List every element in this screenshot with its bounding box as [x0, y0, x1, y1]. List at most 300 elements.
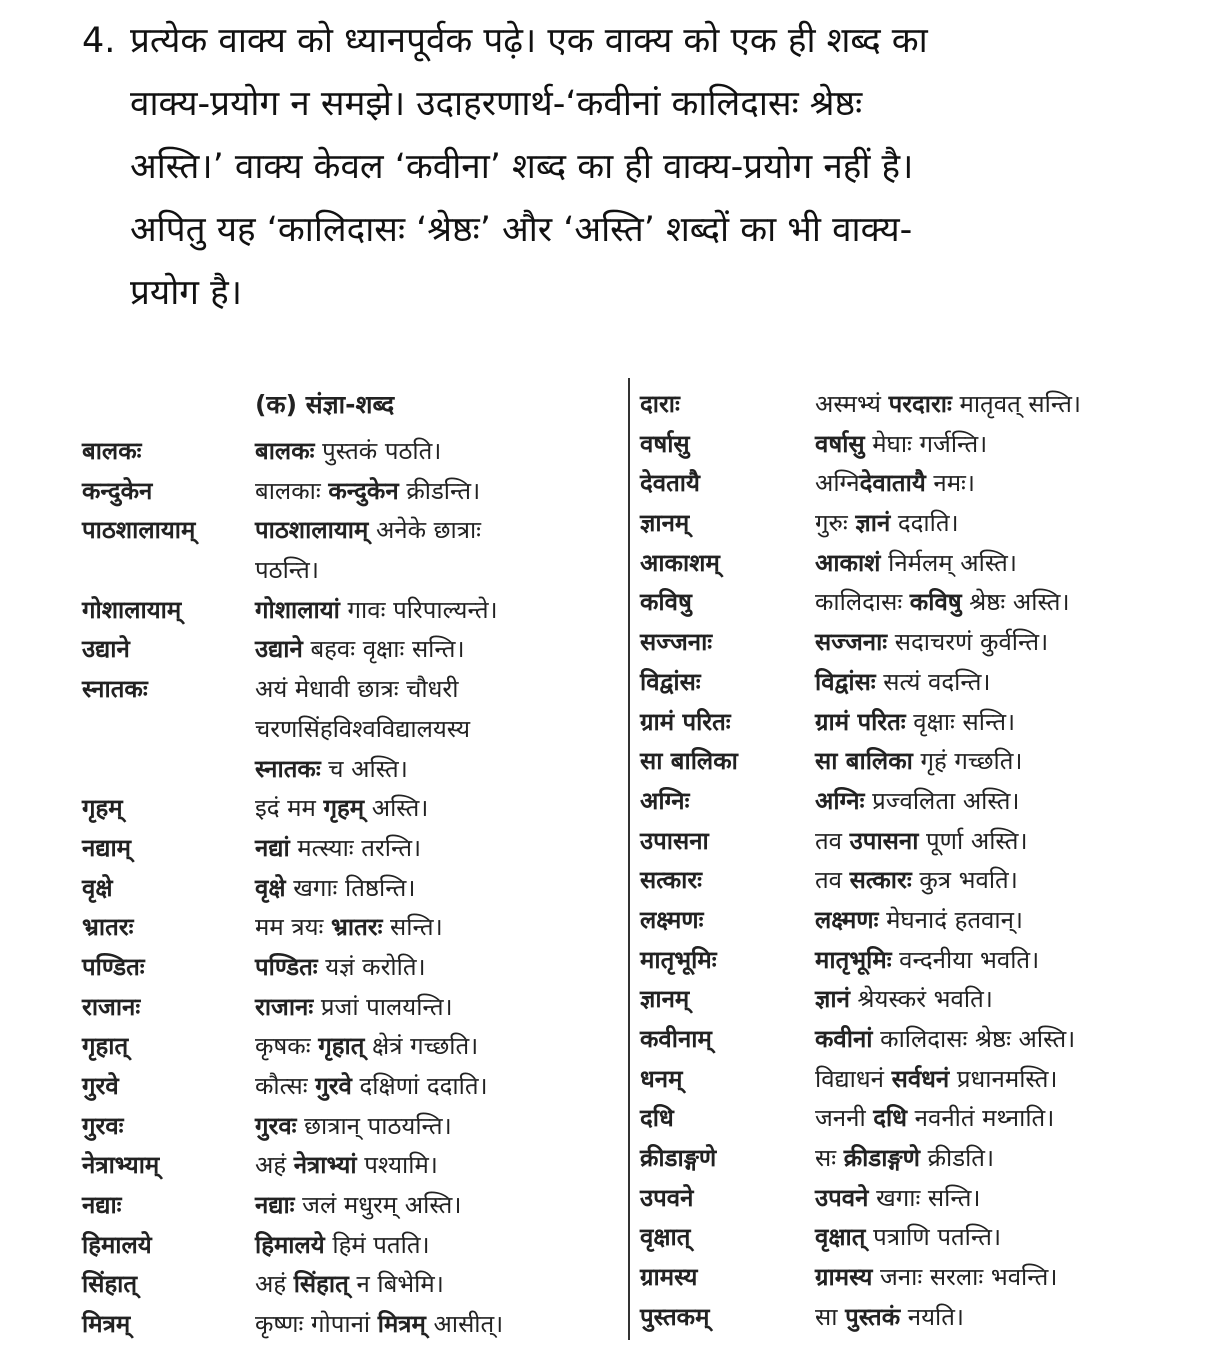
table-row [640, 1099, 1081, 1139]
noun-table-right [640, 385, 1081, 1338]
sentence-text: श्रेष्ठः अस्ति। [961, 588, 1070, 617]
highlighted-word: भ्रातरः [330, 913, 383, 942]
table-row [82, 1186, 503, 1226]
example-sentence [815, 1099, 1054, 1139]
example-sentence [255, 511, 481, 590]
table-row [82, 432, 503, 472]
keyword: पुस्तकम् [640, 1302, 710, 1331]
keyword: सज्जनाः [640, 628, 713, 657]
sentence-text: सत्यं वदन्ति। [875, 667, 991, 696]
sentence-text: तव [815, 866, 850, 895]
table-row [640, 1218, 1081, 1258]
sentence-text: अहं [255, 1151, 294, 1180]
keyword: हिमालये [82, 1230, 152, 1259]
highlighted-word: स्नातकः [255, 754, 321, 783]
keyword: आकाशम् [640, 548, 720, 577]
example-sentence [815, 782, 1020, 822]
sentence-text: नमः। [925, 469, 975, 498]
keyword: राजानः [82, 992, 141, 1021]
example-sentence [255, 1027, 478, 1067]
sentence-line [255, 829, 421, 869]
example-sentence [255, 1226, 430, 1266]
sentence-text: सदाचरणं कुर्वन्ति। [887, 628, 1049, 657]
sentence-text: दक्षिणां ददाति। [351, 1072, 488, 1100]
sentence-text: निर्मलम् अस्ति। [880, 548, 1017, 577]
sentence-text: कालिदासः श्रेष्ठः अस्ति। [872, 1025, 1076, 1053]
highlighted-word: सज्जनाः [815, 628, 888, 657]
sentence-line [255, 551, 481, 591]
sentence-text: पूर्णा अस्ति। [918, 826, 1028, 855]
example-sentence [815, 1139, 994, 1179]
highlighted-word: परदाराः [888, 390, 952, 418]
keyword: गृहात् [82, 1032, 129, 1061]
keyword: गृहम् [82, 794, 123, 823]
highlighted-word: ज्ञानं [815, 985, 850, 1014]
table-row [82, 472, 503, 512]
highlighted-word: वृक्षे [255, 873, 286, 902]
highlighted-word: गुरवे [315, 1072, 352, 1100]
keyword: ग्रामस्य [640, 1263, 698, 1292]
sentence-text: अस्ति। [364, 794, 429, 823]
table-row [640, 385, 1081, 425]
highlighted-word: पण्डितः [255, 952, 318, 981]
table-row [82, 869, 503, 909]
sentence-line [255, 1305, 503, 1345]
example-sentence [255, 1186, 461, 1226]
example-sentence [255, 670, 470, 789]
example-sentence [815, 385, 1081, 425]
example-sentence [815, 623, 1048, 663]
sentence-line [815, 1179, 981, 1219]
example-sentence [815, 583, 1070, 623]
highlighted-word: देवातायै [859, 469, 926, 498]
table-row [82, 591, 503, 631]
instruction-line: वाक्य-प्रयोग न समझे। उदाहरणार्थ-‘कवीनां कालिदासः श्रेष्ठः [130, 84, 863, 124]
sentence-text: चरणसिंहविश्वविद्यालयस्य [255, 714, 471, 743]
example-sentence [815, 544, 1017, 584]
highlighted-word: पुस्तकं [845, 1302, 901, 1331]
sentence-text: ददाति। [890, 509, 959, 538]
sentence-text: मातृवत् सन्ति। [951, 390, 1081, 418]
highlighted-word: राजानः [255, 992, 314, 1021]
keyword: विद्वांसः [640, 667, 701, 696]
highlighted-word: बालकः [255, 437, 315, 465]
sentence-text: छात्रान् पाठयन्ति। [296, 1111, 452, 1140]
sentence-line [255, 908, 443, 948]
sentence-line [255, 869, 415, 909]
table-row [640, 1258, 1081, 1298]
highlighted-word: अग्निः [815, 786, 865, 815]
sentence-line [815, 425, 987, 465]
sentence-line [815, 504, 959, 544]
sentence-text: श्रेयस्करं भवति। [849, 985, 993, 1014]
example-sentence [255, 630, 465, 670]
sentence-line [255, 591, 498, 631]
table-row [82, 948, 503, 988]
sentence-line [815, 663, 991, 703]
sentence-text: प्रज्वलिता अस्ति। [864, 786, 1020, 815]
sentence-text: विद्याधनं [815, 1064, 892, 1093]
keyword: लक्ष्मणः [640, 905, 704, 934]
sentence-text: जननी [815, 1104, 874, 1133]
sentence-text: कृषकः [255, 1032, 319, 1061]
highlighted-word: वर्षासु [815, 429, 865, 458]
sentence-line [815, 782, 1020, 822]
sentence-line [815, 1020, 1075, 1060]
table-row [640, 663, 1081, 703]
highlighted-word: उपासना [849, 826, 919, 855]
keyword: नद्याः [82, 1191, 122, 1220]
sentence-text: पठन्ति। [255, 556, 319, 585]
example-sentence [815, 1298, 964, 1338]
sentence-text: क्रीडति। [919, 1144, 995, 1173]
sentence-text: कृष्णः गोपानां [255, 1310, 378, 1339]
example-sentence [815, 742, 1023, 782]
table-row [640, 941, 1081, 981]
sentence-line [815, 623, 1048, 663]
keyword: दाराः [640, 390, 680, 418]
table-row [640, 742, 1081, 782]
sentence-text: प्रजां पालयन्ति। [313, 992, 453, 1021]
sentence-text: कालिदासः [815, 588, 910, 617]
keyword: वर्षासु [640, 429, 690, 458]
sentence-text: इदं मम [255, 794, 324, 823]
example-sentence [255, 908, 443, 948]
example-sentence [255, 1146, 438, 1186]
table-row [640, 1298, 1081, 1338]
keyword: सत्कारः [640, 866, 703, 895]
keyword: नद्याम् [82, 833, 132, 862]
keyword: दधि [640, 1104, 674, 1133]
example-sentence [255, 1107, 452, 1147]
sentence-line [815, 941, 1039, 981]
table-row [640, 980, 1081, 1020]
sentence-line [255, 511, 481, 551]
keyword: स्नातकः [82, 675, 148, 704]
table-row [640, 822, 1081, 862]
sentence-line [815, 1258, 1057, 1298]
sentence-text: तव [815, 826, 850, 855]
keyword: ज्ञानम् [640, 509, 690, 538]
example-sentence [255, 948, 426, 988]
highlighted-word: ग्रामस्य [815, 1263, 873, 1292]
sentence-line [255, 432, 441, 472]
highlighted-word: गुरवः [255, 1111, 297, 1140]
example-sentence [815, 1258, 1057, 1298]
sentence-line [815, 385, 1081, 425]
table-row [82, 1027, 503, 1067]
example-sentence [255, 789, 428, 829]
highlighted-word: उपवने [815, 1183, 869, 1212]
sentence-line [815, 861, 1018, 901]
sentence-text: सः [815, 1144, 844, 1173]
sentence-text: मम त्रयः [255, 913, 331, 942]
sentence-line [255, 670, 470, 710]
highlighted-word: ग्रामं परितः [815, 707, 906, 736]
instruction-text [130, 10, 1192, 325]
sentence-text: नवनीतं मथ्नाति। [907, 1104, 1055, 1133]
sentence-text: मत्स्याः तरन्ति। [289, 833, 422, 862]
sentence-line [255, 710, 470, 750]
keyword: अग्निः [640, 786, 690, 815]
sentence-line [815, 583, 1070, 623]
highlighted-word: ज्ञानं [855, 509, 891, 538]
highlighted-word: नद्यां [255, 833, 290, 862]
example-sentence [815, 703, 1015, 743]
example-sentence [255, 591, 498, 631]
keyword: उद्याने [82, 635, 130, 664]
keyword: उपासना [640, 826, 709, 855]
keyword: सिंहात् [82, 1270, 138, 1299]
example-sentence [815, 1060, 1058, 1100]
highlighted-word: गृहम् [323, 794, 365, 823]
keyword: पण्डितः [82, 952, 145, 981]
highlighted-word: सिंहात् [293, 1270, 349, 1299]
keyword: गोशालायाम् [82, 595, 182, 624]
table-row [640, 464, 1081, 504]
sentence-line [815, 980, 993, 1020]
example-sentence [815, 941, 1039, 981]
example-sentence [815, 504, 959, 544]
highlighted-word: उद्याने [255, 635, 303, 664]
keyword: पाठशालायाम् [82, 516, 196, 545]
table-row [640, 544, 1081, 584]
sentence-text: वृक्षाः सन्ति। [905, 707, 1016, 736]
sentence-text: गुरुः [815, 509, 856, 538]
sentence-text: अयं मेधावी छात्रः चौधरी [255, 675, 459, 704]
sentence-line [255, 1067, 488, 1107]
example-sentence [255, 988, 453, 1028]
sentence-line [255, 948, 426, 988]
sentence-text: जनाः सरलाः भवन्ति। [872, 1263, 1058, 1292]
sentence-text: अहं [255, 1270, 294, 1299]
table-row [640, 1060, 1081, 1100]
table-row [640, 1020, 1081, 1060]
table-row [82, 829, 503, 869]
sentence-text: आसीत्। [425, 1310, 504, 1339]
sentence-line [255, 988, 453, 1028]
sentence-text: पत्राणि पतन्ति। [865, 1223, 1002, 1252]
highlighted-word: सर्वधनं [891, 1064, 950, 1093]
highlighted-word: कविषु [909, 588, 962, 617]
highlighted-word: हिमालये [255, 1230, 325, 1259]
keyword: ग्रामं परितः [640, 707, 731, 736]
instruction-line: अस्ति।’ वाक्य केवल ‘कवीना’ शब्द का ही वाक्य-प्रयोग नहीं है। [130, 147, 914, 187]
keyword: धनम् [640, 1064, 683, 1093]
highlighted-word: आकाशं [815, 548, 881, 577]
sentence-line [255, 1146, 438, 1186]
sentence-line [815, 464, 975, 504]
table-row [82, 1265, 503, 1305]
sentence-text: न बिभेमि। [348, 1270, 444, 1299]
keyword: वृक्षे [82, 873, 113, 902]
keyword: कवीनाम् [640, 1025, 712, 1053]
highlighted-word: सत्कारः [849, 866, 912, 895]
noun-table-left [82, 385, 503, 1345]
sentence-text: पुस्तकं पठति। [314, 437, 442, 465]
table-row [82, 908, 503, 948]
table-row [640, 504, 1081, 544]
highlighted-word: वृक्षात् [815, 1223, 866, 1252]
example-sentence [815, 980, 993, 1020]
keyword: गुरवे [82, 1072, 119, 1100]
section-heading: (क) संज्ञा-शब्द [255, 390, 395, 419]
table-row [82, 1305, 503, 1345]
sentence-line [255, 1265, 444, 1305]
sentence-line [815, 901, 1023, 941]
keyword: देवतायै [640, 469, 700, 498]
table-row [640, 782, 1081, 822]
sentence-text: अग्नि [815, 469, 860, 498]
table-row [640, 583, 1081, 623]
example-sentence [815, 822, 1028, 862]
highlighted-word: कवीनां [815, 1025, 873, 1053]
highlighted-word: लक्ष्मणः [815, 905, 879, 934]
sentence-line [255, 630, 465, 670]
example-sentence [255, 1067, 488, 1107]
instruction-paragraph [82, 10, 1192, 325]
sentence-text: अनेके छात्राः [368, 516, 482, 545]
sentence-line [255, 472, 480, 512]
keyword: वृक्षात् [640, 1223, 691, 1252]
keyword: बालकः [82, 437, 142, 465]
sentence-text: खगाः सन्ति। [868, 1183, 981, 1212]
table-row [82, 1107, 503, 1147]
table-row [82, 1146, 503, 1186]
sentence-line [255, 789, 428, 829]
sentence-text: गृहं गच्छति। [912, 747, 1023, 776]
table-row [82, 789, 503, 829]
keyword: क्रीडाङ्गणे [640, 1144, 717, 1173]
example-sentence [815, 861, 1018, 901]
keyword: सा बालिका [640, 747, 738, 776]
highlighted-word: दधि [873, 1104, 908, 1133]
keyword: गुरवः [82, 1111, 124, 1140]
example-sentence [255, 869, 415, 909]
sentence-line [255, 1107, 452, 1147]
sentence-text: कुत्र भवति। [911, 866, 1018, 895]
example-sentence [815, 1020, 1075, 1060]
keyword: उपवने [640, 1183, 694, 1212]
example-sentence [255, 1265, 444, 1305]
example-sentence [815, 464, 975, 504]
instruction-line: अपितु यह ‘कालिदासः ‘श्रेष्ठः’ और ‘अस्ति’ शब्दों का भी वाक्य- [130, 210, 913, 250]
sentence-line [815, 1139, 994, 1179]
keyword: मित्रम् [82, 1310, 131, 1339]
sentence-text: सन्ति। [382, 913, 443, 942]
sentence-text: प्रधानमस्ति। [949, 1064, 1058, 1093]
sentence-text: अस्मभ्यं [815, 390, 889, 418]
sentence-line [815, 703, 1015, 743]
highlighted-word: विद्वांसः [815, 667, 876, 696]
sentence-text: गावः परिपाल्यन्ते। [339, 595, 498, 624]
sentence-text: पश्यामि। [356, 1151, 438, 1180]
keyword: भ्रातरः [82, 913, 134, 942]
sentence-text: हिमं पतति। [324, 1230, 430, 1259]
sentence-line [255, 1027, 478, 1067]
table-row [640, 623, 1081, 663]
table-row [640, 901, 1081, 941]
keyword: कविषु [640, 588, 692, 617]
sentence-line [815, 1099, 1054, 1139]
table-row [82, 1067, 503, 1107]
table-row [82, 511, 503, 590]
sentence-line [815, 822, 1028, 862]
keyword: नेत्राभ्याम् [82, 1151, 160, 1180]
column-divider [628, 378, 630, 1340]
instruction-number: 4. [82, 21, 116, 61]
table-row [82, 630, 503, 670]
highlighted-word: कन्दुकेन [328, 476, 399, 505]
highlighted-word: सा बालिका [815, 747, 913, 776]
highlighted-word: क्रीडाङ्गणे [843, 1144, 920, 1173]
sentence-text: क्रीडन्ति। [398, 476, 481, 505]
sentence-line [815, 1060, 1058, 1100]
example-sentence [815, 663, 991, 703]
highlighted-word: गृहात् [318, 1032, 365, 1061]
keyword: ज्ञानम् [640, 985, 690, 1014]
table-row [640, 1179, 1081, 1219]
sentence-line [255, 1186, 461, 1226]
highlighted-word: पाठशालायाम् [255, 516, 369, 545]
sentence-text: च अस्ति। [320, 754, 408, 783]
highlighted-word: नद्याः [255, 1191, 295, 1220]
sentence-line [255, 1226, 430, 1266]
sentence-text: बालकाः [255, 476, 329, 505]
example-sentence [815, 1179, 981, 1219]
keyword: कन्दुकेन [82, 476, 153, 505]
sentence-line [255, 750, 470, 790]
sentence-text: बहवः वृक्षाः सन्ति। [302, 635, 465, 664]
sentence-text: खगाः तिष्ठन्ति। [285, 873, 416, 902]
highlighted-word: मित्रम् [377, 1310, 426, 1339]
example-sentence [255, 432, 441, 472]
sentence-text: मेघाः गर्जन्ति। [864, 429, 988, 458]
instruction-line: प्रत्येक वाक्य को ध्यानपूर्वक पढ़े। एक वाक्य को एक ही शब्द का [130, 21, 928, 61]
example-sentence [815, 901, 1023, 941]
sentence-line [815, 544, 1017, 584]
sentence-line [815, 1298, 964, 1338]
sentence-line [815, 1218, 1001, 1258]
highlighted-word: गोशालायां [255, 595, 340, 624]
sentence-text: कौत्सः [255, 1072, 316, 1100]
example-sentence [255, 829, 421, 869]
sentence-text: मेघनादं हतवान्। [878, 905, 1023, 934]
sentence-text: नयति। [900, 1302, 965, 1331]
sentence-text: यज्ञं करोति। [317, 952, 426, 981]
instruction-line: प्रयोग है। [130, 273, 242, 313]
table-row [640, 425, 1081, 465]
table-row [82, 670, 503, 789]
example-sentence [815, 425, 987, 465]
sentence-text: वन्दनीया भवति। [891, 945, 1040, 974]
sentence-line [815, 742, 1023, 782]
highlighted-word: नेत्राभ्यां [293, 1151, 357, 1180]
example-sentence [815, 1218, 1001, 1258]
example-sentence [255, 472, 480, 512]
sentence-text: जलं मधुरम् अस्ति। [294, 1191, 462, 1220]
sentence-text: सा [815, 1302, 846, 1331]
table-row [82, 988, 503, 1028]
sentence-text: क्षेत्रं गच्छति। [364, 1032, 479, 1061]
table-row [640, 703, 1081, 743]
keyword: मातृभूमिः [640, 945, 717, 974]
table-row [640, 1139, 1081, 1179]
example-sentence [255, 1305, 503, 1345]
highlighted-word: मातृभूमिः [815, 945, 892, 974]
table-row [82, 1226, 503, 1266]
table-row [640, 861, 1081, 901]
